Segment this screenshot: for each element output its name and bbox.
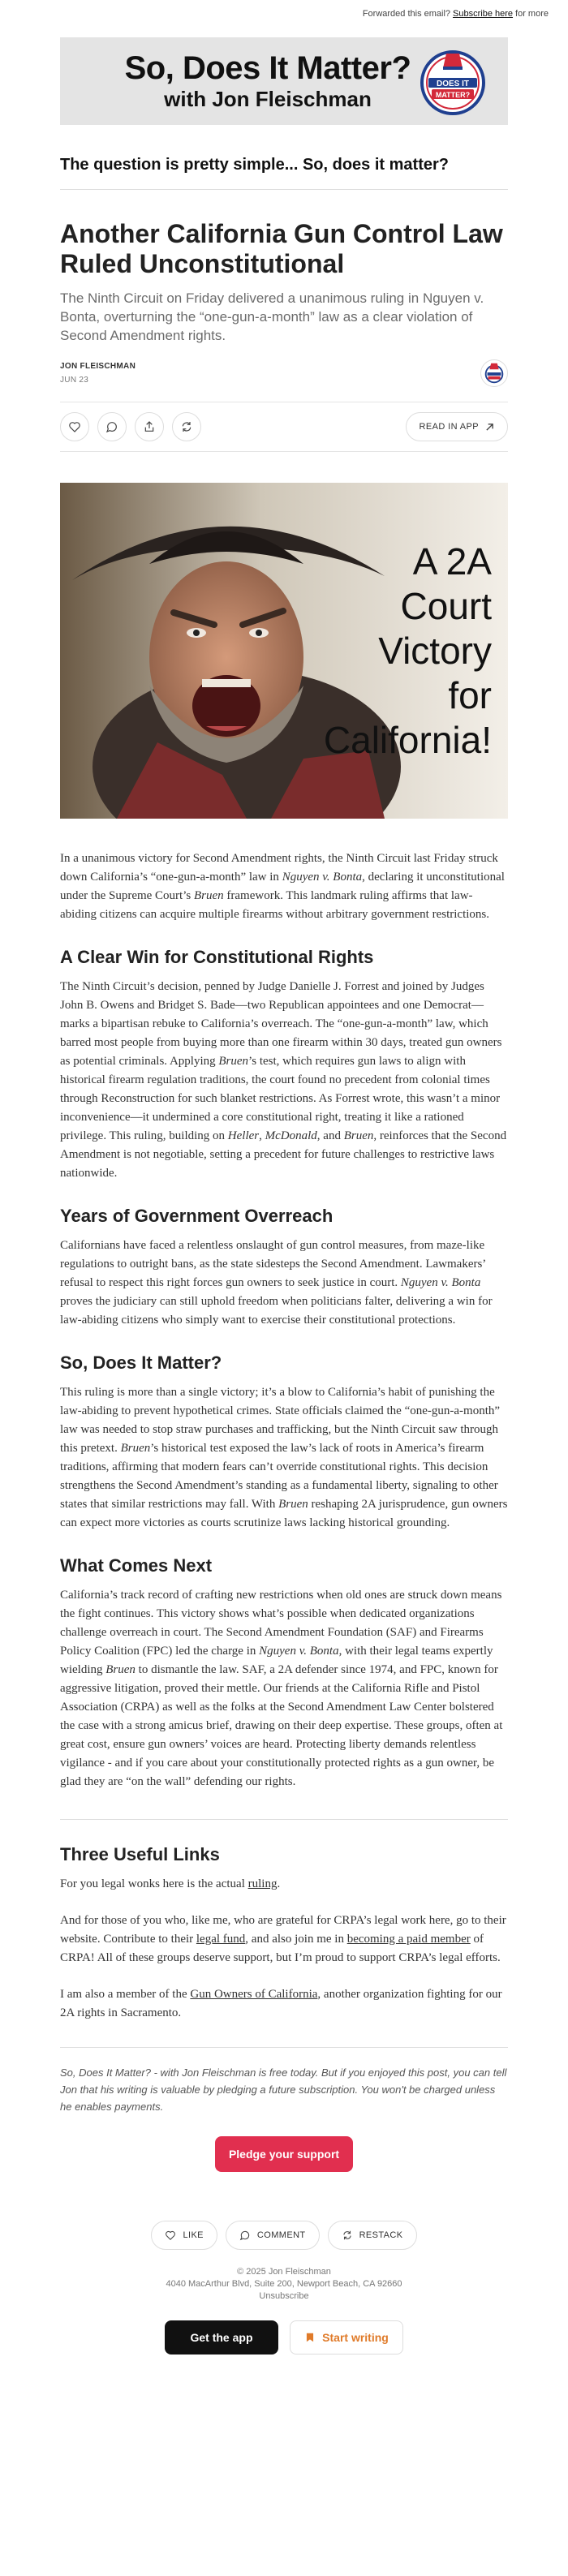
author-name[interactable]: JON FLEISCHMAN <box>60 362 136 371</box>
restack-label: RESTACK <box>359 2230 403 2240</box>
get-app-button[interactable]: Get the app <box>165 2320 278 2355</box>
pledge-support-button[interactable]: Pledge your support <box>215 2136 353 2172</box>
links-paragraph-crpa: And for those of you who, like me, who are grateful for CRPA’s legal work here, go to their website. Contribute to their legal fund, and also join me in becoming a paid member of CRPA! All of these groups deserve support, but I’m proud to support CRPA’s legal efforts. <box>60 1914 506 1964</box>
paid-member-link[interactable]: becoming a paid member <box>346 1933 471 1946</box>
section-paragraph-what-next: California’s track record of crafting new restrictions when old ones are struck down means the fight continues. This victory shows what’s possible when dedicated organizations challenge overreach in court. The Second Amendment Foundation (SAF) and Firearms Policy Coalition (FPC) led the charge in Nguyen v. Bonta, with their legal teams expertly wielding Bruen to dismantle the law. SAF, a 2A defender since 1974, and FPC, known for aggressive litigation, proved their mettle. Our friends at the California Rifle and Pistol Association (CRPA) as well as the folks at the Second Amendment Law Center bolstered the case with a strong amicus brief, drawing on their deep expertise. These groups, often at great cost, ensure gun owners’ voices are heard. Protecting liberty demands relentless vigilance - and if you care about your constitutionally protected rights as a gun owner, be glad they are “on the wall” defending our rights. <box>60 1589 503 1788</box>
byline <box>60 359 508 387</box>
post-title[interactable]: Another California Gun Control Law Ruled Unconstitutional <box>60 219 503 278</box>
forward-text: Forwarded this email? <box>362 9 451 19</box>
hero-image[interactable] <box>60 483 508 819</box>
hero-line-3: Victory <box>378 630 492 672</box>
address-text: 4040 MacArthur Blvd, Suite 200, Newport Beach, CA 92660 <box>166 2279 402 2289</box>
section-paragraph-clear-win: The Ninth Circuit’s decision, penned by Judge Danielle J. Forrest and joined by Judges John B. Owens and Bridget S. Bade—two Republican appointees and one Democrat—marks a bipartisan rebuke to California’s overreach. The “one-gun-a-month” law, which barred most people from buying more than one firearm within 30 days, treated gun owners as potential criminals. Applying Bruen’s test, which requires gun laws to align with historical firearm regulation traditions, the court found no precedent from colonial times through Reconstruction for such blanket restrictions. As Forrest wrote, this wasn’t a minor inconvenience—it undermined a core constitutional right, treating it like a rationed privilege. This ruling, building on Heller, McDonald, and Bruen, reinforces that the Second Amendment is not negotiable, setting a precedent for future challenges to restrictive laws nationwide. <box>60 980 507 1180</box>
start-writing-button[interactable] <box>290 2320 403 2355</box>
hero-line-4: for <box>448 674 492 716</box>
unsubscribe-link[interactable]: Unsubscribe <box>259 2291 309 2301</box>
footer-divider <box>60 2047 508 2048</box>
pledge-note: So, Does It Matter? - with Jon Fleischman is free today. But if you enjoyed this post, you can tell Jon that his writing is valuable by pledging a future subscription. You won't be charged unless he enables payments. <box>60 2066 507 2113</box>
author-avatar-icon[interactable] <box>480 359 508 387</box>
read-in-app-label: READ IN APP <box>419 422 479 432</box>
section-heading-overreach: Years of Government Overreach <box>60 1206 333 1226</box>
copyright-text: © 2025 Jon Fleischman <box>237 2267 331 2277</box>
bottom-action-bar <box>60 2221 508 2250</box>
badge-line2: MATTER? <box>435 91 471 99</box>
bottom-restack-button[interactable] <box>328 2221 417 2250</box>
bottom-comment-button[interactable] <box>226 2221 320 2250</box>
links-paragraph-ruling: For you legal wonks here is the actual ruling. <box>60 1877 281 1890</box>
gun-owners-california-link[interactable]: Gun Owners of California <box>190 1988 318 2001</box>
hero-caption <box>324 540 492 763</box>
like-button[interactable] <box>60 412 89 441</box>
newsletter-banner[interactable] <box>60 37 508 125</box>
bottom-like-button[interactable] <box>151 2221 217 2250</box>
does-it-matter-badge-icon <box>419 47 487 115</box>
restack-icon <box>342 2230 353 2241</box>
comment-bubble-icon <box>105 420 118 433</box>
section-heading-clear-win: A Clear Win for Constitutional Rights <box>60 947 374 967</box>
section-paragraph-overreach: Californians have faced a relentless onslaught of gun control measures, from maze-like regulations to outright bans, as the state sidesteps the Second Amendment. Lawmakers’ refusal to respect this right forces gun owners to seek justice in court. Nguyen v. Bonta proves the judiciary can still uphold freedom when politicians falter, delivering a win for law-abiding citizens who simply want to exercise their constitutional protections. <box>60 1239 493 1327</box>
arrow-up-right-icon <box>485 423 494 432</box>
section-heading-what-next: What Comes Next <box>60 1555 213 1576</box>
app-buttons <box>60 2320 508 2355</box>
read-in-app-button[interactable] <box>406 412 508 441</box>
legal-fund-link[interactable]: legal fund <box>196 1933 246 1946</box>
comment-bubble-icon <box>239 2230 251 2241</box>
bookmark-icon <box>304 2332 316 2343</box>
intro-paragraph: In a unanimous victory for Second Amendment rights, the Ninth Circuit last Friday struck down California’s “one-gun-a-month” law in Nguyen v. Bonta, declaring it unconstitutional under the Supreme Court’s Bruen framework. This landmark ruling affirms that law-abiding citizens can acquire multiple firearms without arbitrary government restrictions. <box>60 852 505 921</box>
heart-icon <box>68 420 81 433</box>
ruling-link[interactable]: ruling <box>247 1877 278 1890</box>
restack-icon <box>180 420 193 433</box>
forward-bar <box>0 0 568 28</box>
section-heading-links: Three Useful Links <box>60 1844 220 1864</box>
section-heading-does-it-matter: So, Does It Matter? <box>60 1353 222 1373</box>
hero-line-2: Court <box>400 585 492 627</box>
comment-label: COMMENT <box>256 2230 306 2240</box>
share-icon <box>143 420 156 433</box>
section-paragraph-does-it-matter: This ruling is more than a single victory; it’s a blow to California’s habit of punishing the law-abiding to prevent hypothetical crimes. State officials claimed the “one-gun-a-month” law was needed to stop straw purchases and trafficking, but the Ninth Circuit saw through this pretext. Bruen’s historical test exposed the law’s lack of roots in America’s firearm traditions, affirming that modern fears can’t override constitutional rights. This decision strengthens the Second Amendment’s standing as a fundamental liberty, signaling to other states that similar restrictions may fall. With Bruen reshaping 2A jurisprudence, gun owners can expect more victories as courts scrutinize laws lacking historical grounding. <box>60 1386 508 1529</box>
subscribe-link[interactable]: Subscribe here <box>453 9 514 19</box>
section-divider <box>60 1819 508 1820</box>
comment-button[interactable] <box>97 412 127 441</box>
tagline: The question is pretty simple... So, does it matter? <box>60 156 508 190</box>
copyright-block <box>60 2266 508 2303</box>
like-label: LIKE <box>183 2230 204 2240</box>
hero-line-5: California! <box>323 719 492 761</box>
post-subtitle: The Ninth Circuit on Friday delivered a unanimous ruling in Nguyen v. Bonta, overturning the “one-gun-a-month” law as a clear violation of Second Amendment rights. <box>60 290 484 343</box>
banner-title: So, Does It Matter? <box>124 50 411 86</box>
share-button[interactable] <box>135 412 164 441</box>
forward-suffix: for more <box>515 9 549 19</box>
post-date: JUN 23 <box>60 376 89 385</box>
badge-line1: DOES IT <box>436 80 470 88</box>
start-writing-label: Start writing <box>322 2331 389 2344</box>
post-action-bar <box>60 402 508 452</box>
restack-button[interactable] <box>172 412 201 441</box>
links-paragraph-goc: I am also a member of the Gun Owners of California, another organization fighting for our 2A rights in Sacramento. <box>60 1988 502 2019</box>
banner-subtitle: with Jon Fleischman <box>164 87 372 111</box>
hero-line-1: A 2A <box>412 540 492 583</box>
heart-icon <box>165 2230 176 2241</box>
